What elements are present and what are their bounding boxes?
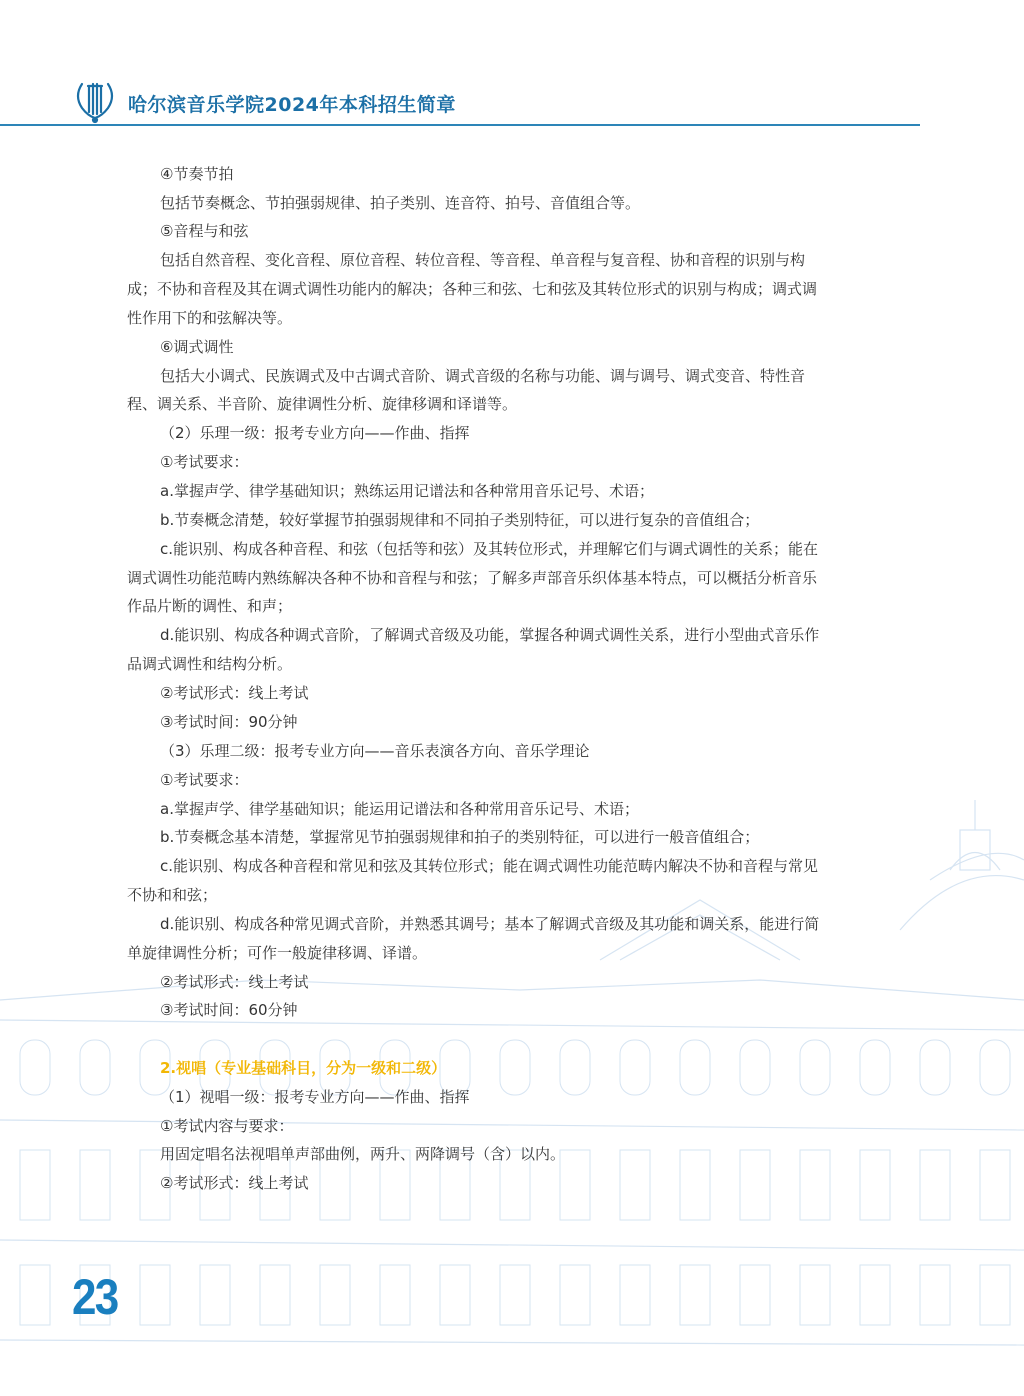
list-item: a.掌握声学、律学基础知识；能运用记谱法和各种常用音乐记号、术语； <box>160 800 639 818</box>
list-item: a.掌握声学、律学基础知识；熟练运用记谱法和各种常用音乐记号、术语； <box>160 482 654 500</box>
list-item: ③考试时间：90分钟 <box>160 713 298 731</box>
subheading-theory-level2: （3）乐理二级：报考专业方向——音乐表演各方向、音乐学理论 <box>160 742 590 760</box>
list-item: b.节奏概念基本清楚，掌握常见节拍强弱规律和拍子的类别特征，可以进行一般音值组合； <box>160 828 760 846</box>
paragraph-line: 单旋律调性分析；可作一般旋律移调、译谱。 <box>127 944 428 962</box>
paragraph-line: 包括自然音程、变化音程、原位音程、转位音程、等音程、单音程与复音程、协和音程的识别与构 <box>160 251 806 269</box>
list-item: b.节奏概念清楚，较好掌握节拍强弱规律和不同拍子类别特征，可以进行复杂的音值组合； <box>160 511 760 529</box>
list-item: d.能识别、构成各种常见调式音阶，并熟悉其调号；基本了解调式音级及其功能和调关系，能进行简 <box>160 915 820 933</box>
page-number: 23 <box>72 1269 118 1325</box>
page-header <box>72 72 922 126</box>
header-divider <box>0 124 920 126</box>
list-item: c.能识别、构成各种音程、和弦（包括等和弦）及其转位形式，并理解它们与调式调性的关系；能在 <box>160 540 819 558</box>
paragraph-line: 程、调关系、半音阶、旋律调性分析、旋律移调和译谱等。 <box>127 395 518 413</box>
list-item: ②考试形式：线上考试 <box>160 1174 309 1192</box>
list-item: d.能识别、构成各种调式音阶，了解调式音级及功能，掌握各种调式调性关系，进行小型曲式音乐作 <box>160 626 820 644</box>
paragraph-line: 作品片断的调性、和声； <box>127 597 293 615</box>
list-item: ②考试形式：线上考试 <box>160 973 309 991</box>
paragraph-line: 包括节奏概念、节拍强弱规律、拍子类别、连音符、拍号、音值组合等。 <box>160 194 641 212</box>
document-title: 哈尔滨音乐学院2024年本科招生简章 <box>128 94 456 116</box>
section-heading-sight-singing: 2.视唱（专业基础科目，分为一级和二级） <box>160 1059 447 1077</box>
list-item: ③考试时间：60分钟 <box>160 1001 298 1019</box>
list-item: ①考试要求： <box>160 771 249 789</box>
paragraph-line: 性作用下的和弦解决等。 <box>127 309 293 327</box>
paragraph-line: 品调式调性和结构分析。 <box>127 655 293 673</box>
list-item: c.能识别、构成各种音程和常见和弦及其转位形式；能在调式调性功能范畴内解决不协和音程与常见 <box>160 857 819 875</box>
list-item: ①考试内容与要求： <box>160 1117 294 1135</box>
paragraph-line: 不协和和弦； <box>127 886 218 904</box>
list-item: ②考试形式：线上考试 <box>160 684 309 702</box>
subheading-modes: ⑥调式调性 <box>160 338 234 356</box>
subheading-sight-singing-level1: （1）视唱一级：报考专业方向——作曲、指挥 <box>160 1088 470 1106</box>
paragraph-line: 包括大小调式、民族调式及中古调式音阶、调式音级的名称与功能、调与调号、调式变音、特性音 <box>160 367 806 385</box>
subheading-intervals: ⑤音程与和弦 <box>160 222 249 240</box>
list-item: ①考试要求： <box>160 453 249 471</box>
lyre-icon <box>72 78 118 124</box>
subheading-rhythm: ④节奏节拍 <box>160 165 234 183</box>
paragraph-line: 用固定唱名法视唱单声部曲例，两升、两降调号（含）以内。 <box>160 1145 566 1163</box>
subheading-theory-level1: （2）乐理一级：报考专业方向——作曲、指挥 <box>160 424 470 442</box>
paragraph-line: 成；不协和音程及其在调式调性功能内的解决；各种三和弦、七和弦及其转位形式的识别与构成；调式调 <box>127 280 818 298</box>
paragraph-line: 调式调性功能范畴内熟练解决各种不协和音程与和弦；了解多声部音乐织体基本特点，可以概括分析音乐 <box>127 569 818 587</box>
